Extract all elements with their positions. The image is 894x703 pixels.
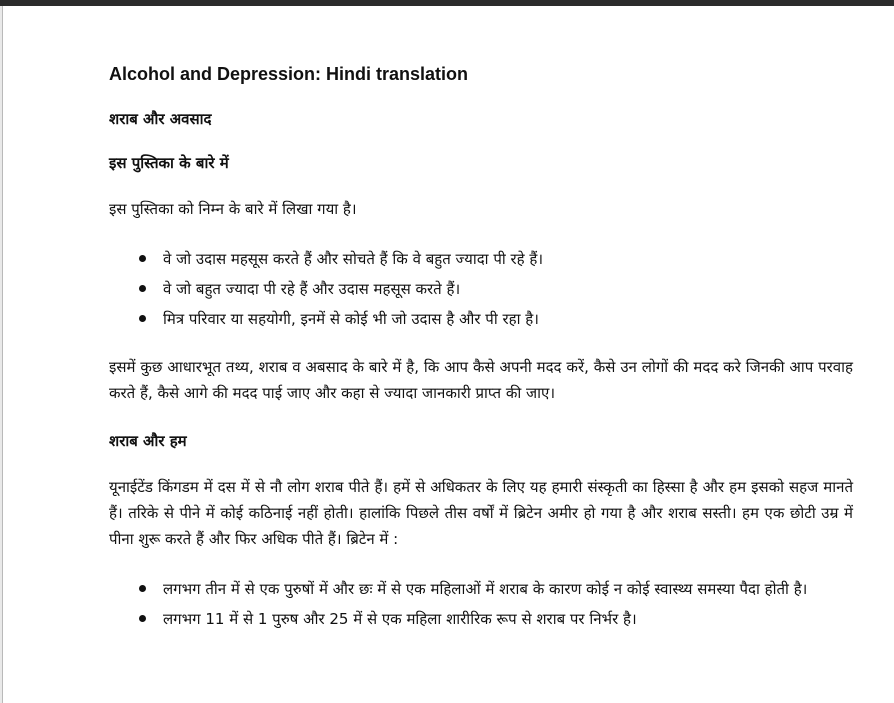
bullet-icon xyxy=(139,585,146,592)
bullet-icon xyxy=(139,285,146,292)
bullet-icon xyxy=(139,615,146,622)
section-heading-alcohol-and-us: शराब और हम xyxy=(109,432,187,450)
document-subtitle: शराब और अवसाद xyxy=(109,110,212,128)
document-title: Alcohol and Depression: Hindi translation xyxy=(109,64,469,84)
bullet-icon xyxy=(139,255,146,262)
list-item-text: वे जो उदास महसूस करते हैं और सोचते हैं कि वे बहुत ज्यादा पी रहे हैं। xyxy=(163,250,544,268)
section-heading-about-booklet: इस पुस्तिका के बारे में xyxy=(109,154,229,172)
document-page xyxy=(2,6,894,703)
document-content xyxy=(109,62,853,654)
list-item-text: मित्र परिवार या सहयोगी, इनमें से कोई भी जो उदास है और पी रहा है। xyxy=(163,310,539,328)
uk-drinking-paragraph: यूनाईटेंड किंगडम में दस में से नौ लोग शराब पीते हैं। हमें से अधिकतर के लिए यह हमारी संस्कृती का हिस्सा है और हम इसको सहज मानते हैं। तरिके से पीने में कोई कठिनाई नहीं होती। हालांकि पिछले तीस वर्षों में ब्रिटेन अमीर हो गया है और शराब सस्ती। हम एक छोटी उम्र में पीना शुरू करते हैं और फिर अधिक पीते हैं। ब्रिटेन में : xyxy=(109,478,853,548)
overview-paragraph: इसमें कुछ आधारभूत तथ्य, शराब व अबसाद के बारे में है, कि आप कैसे अपनी मदद करें, कैसे उन लोगों की मदद करे जिनकी आप परवाह करते हैं, कैसे आगे की मदद पाई जाए और कहा से ज्यादा जानकारी प्राप्त की जाए। xyxy=(109,358,853,402)
list-item xyxy=(109,306,853,332)
list-item-text: लगभग 11 में से 1 पुरुष और 25 में से एक महिला शारीरिक रूप से शराब पर निर्भर है। xyxy=(163,610,637,628)
list-item xyxy=(109,576,853,602)
statistics-list xyxy=(109,576,853,632)
list-item xyxy=(109,246,853,272)
list-item xyxy=(109,276,853,302)
list-item xyxy=(109,606,853,632)
bullet-icon xyxy=(139,315,146,322)
audience-list xyxy=(109,246,853,332)
intro-paragraph: इस पुस्तिका को निम्न के बारे में लिखा गया है। xyxy=(109,200,357,218)
list-item-text: वे जो बहुत ज्यादा पी रहे हैं और उदास महसूस करते हैं। xyxy=(163,280,461,298)
list-item-text: लगभग तीन में से एक पुरुषों में और छः में से एक महिलाओं में शराब के कारण कोई न कोई स्वास्थ्य समस्या पैदा होती है। xyxy=(163,580,808,598)
